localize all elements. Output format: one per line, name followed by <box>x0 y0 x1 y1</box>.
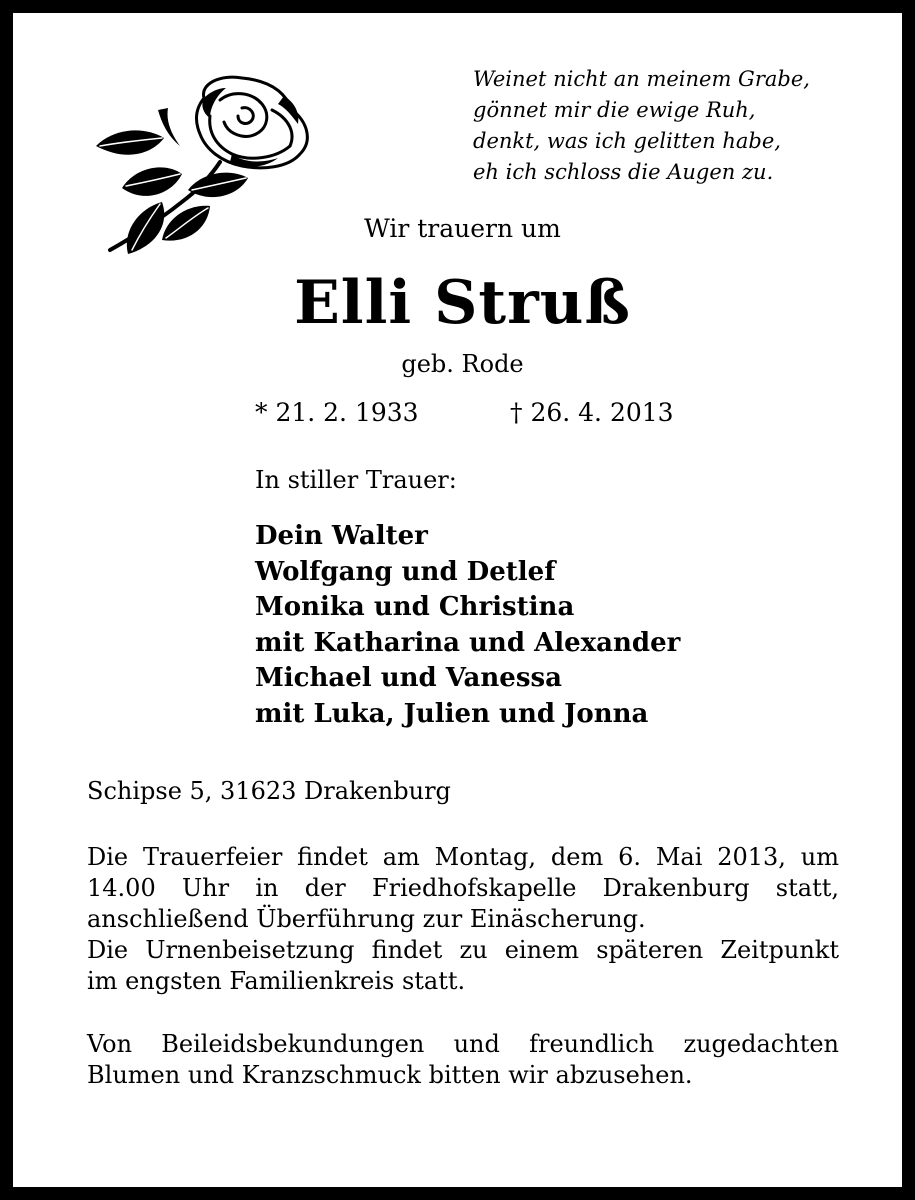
poem-line: eh ich schloss die Augen zu. <box>473 160 774 184</box>
deceased-name-text: Elli Struß <box>294 268 631 338</box>
mourning-heading: In stiller Trauer: <box>255 466 457 494</box>
address: Schipse 5, 31623 Drakenburg <box>87 777 451 805</box>
family-list <box>255 519 680 732</box>
family-member: Wolfgang und Detlef <box>255 556 556 587</box>
poem-line: gönnet mir die ewige Ruh, <box>473 98 756 122</box>
birth-date: * 21. 2. 1933 <box>255 398 419 427</box>
birth-name <box>0 350 915 378</box>
poem-line: Weinet nicht an meinem Grabe, <box>473 67 810 91</box>
funeral-paragraph <box>87 842 839 997</box>
birth-name-text: geb. Rode <box>401 350 524 378</box>
paragraph-line: Von Beileidsbekundungen und freundlich zugedachten <box>87 1030 839 1058</box>
family-member: Michael und Vanessa <box>255 663 562 693</box>
intro-line <box>0 214 915 243</box>
paragraph-line: im engsten Familienkreis statt. <box>87 967 466 995</box>
poem-line: denkt, was ich gelitten habe, <box>473 129 781 153</box>
closing-paragraph <box>87 1029 839 1091</box>
death-date: † 26. 4. 2013 <box>510 398 674 427</box>
paragraph-line: anschließend Überführung zur Einäscherung. <box>87 905 646 933</box>
poem <box>473 64 863 188</box>
paragraph-line: Die Trauerfeier findet am Montag, dem 6. Mai 2013, um <box>87 843 839 871</box>
paragraph-line: Blumen und Kranzschmuck bitten wir abzusehen. <box>87 1061 693 1089</box>
paragraph-line: 14.00 Uhr in der Friedhofskapelle Drakenburg statt, <box>87 874 839 902</box>
family-member: Monika und Christina <box>255 592 575 622</box>
intro-text: Wir trauern um <box>364 214 561 243</box>
family-member: mit Katharina und Alexander <box>255 627 681 658</box>
family-member: Dein Walter <box>255 521 428 551</box>
family-member: mit Luka, Julien und Jonna <box>255 698 649 729</box>
paragraph-line: Die Urnenbeisetzung findet zu einem späteren Zeitpunkt <box>87 936 839 964</box>
deceased-name <box>0 268 915 338</box>
